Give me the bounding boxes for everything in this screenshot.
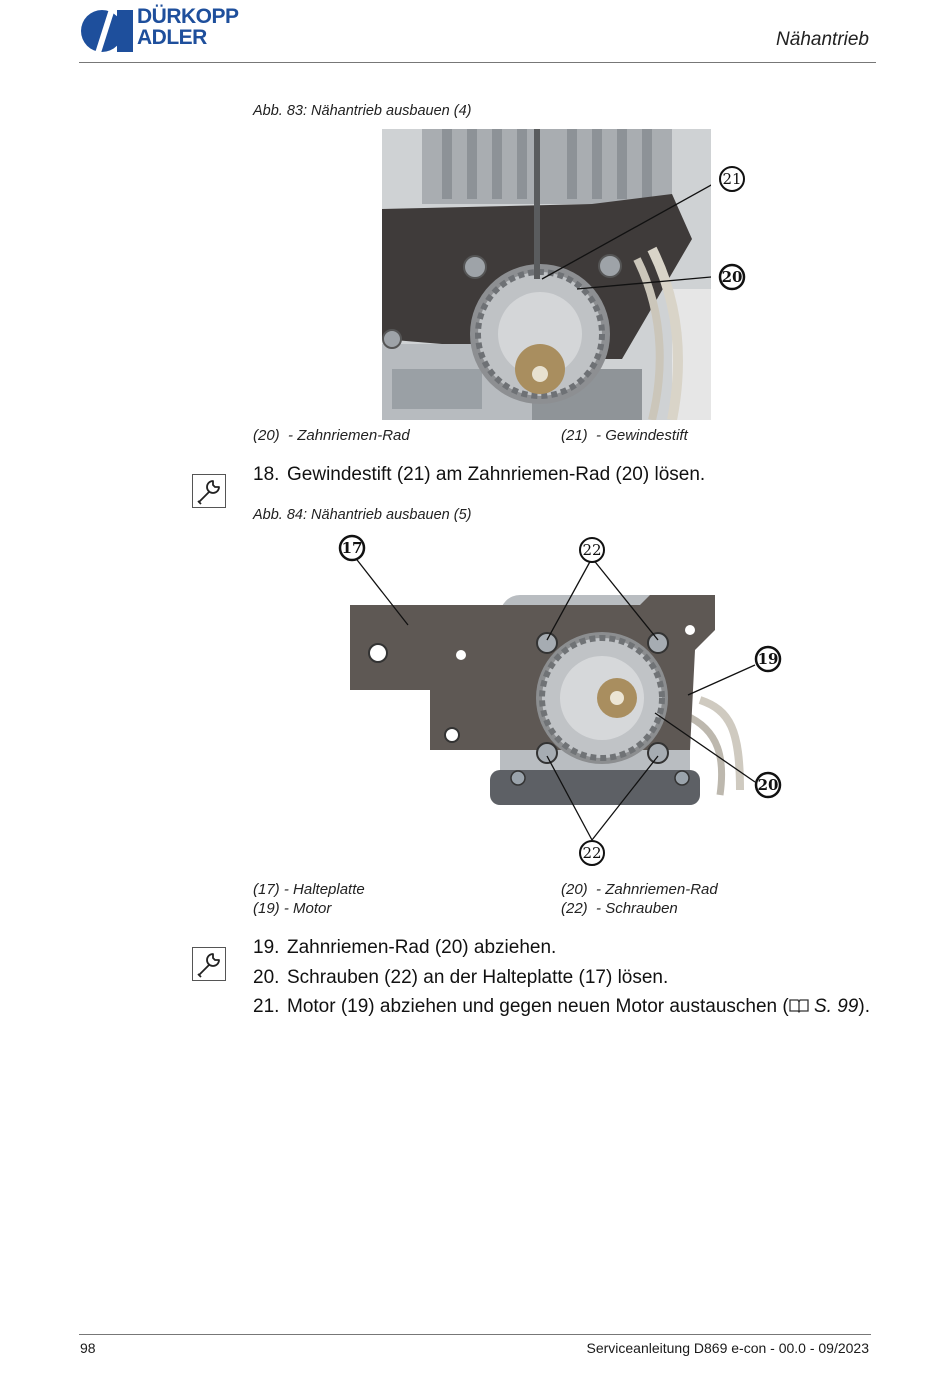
callout-label: 21: [722, 170, 742, 188]
legend-item: [561, 426, 688, 445]
page-number: 98: [80, 1340, 96, 1356]
step-text: Gewindestift (21) am Zahnriemen-Rad (20) lösen.: [287, 464, 706, 485]
legend-text: - Halteplatte: [283, 881, 365, 898]
callout-19-fig84: [754, 645, 782, 673]
tool-indicator: [192, 474, 226, 508]
legend-text: - Schrauben: [596, 900, 678, 917]
callout-label: 20: [757, 776, 779, 794]
wrench-icon: [193, 948, 225, 980]
page-reference-link[interactable]: S. 99: [814, 996, 859, 1017]
step-number: 20.: [253, 967, 280, 988]
legend-item: [253, 880, 365, 899]
step-text: Motor (19) abziehen und gegen neuen Motor austauschen (: [287, 996, 789, 1017]
callout-label: 20: [721, 268, 743, 286]
step-number: 18.: [253, 464, 280, 485]
legend-item: [253, 899, 331, 918]
section-title: Nähantrieb: [776, 29, 869, 50]
step-number: 19.: [253, 937, 280, 958]
legend-num: (17): [253, 881, 280, 898]
brand-name: [137, 6, 239, 48]
legend-item: [561, 880, 718, 899]
step-text: Zahnriemen-Rad (20) abziehen.: [287, 937, 557, 958]
callout-22-top-fig84: [578, 536, 606, 564]
legend-text: - Motor: [283, 900, 332, 917]
callout-label: 22: [582, 541, 602, 559]
legend-item: [561, 899, 678, 918]
callout-21-fig83: [718, 165, 746, 193]
legend-num: (22): [561, 900, 588, 917]
figure-83-photo: [382, 129, 711, 420]
legend-item: [253, 426, 410, 445]
brand-line-2: ADLER: [137, 26, 207, 49]
callout-22-bottom-fig84: [578, 839, 606, 867]
callout-20-fig83: [718, 263, 746, 291]
figure-83-caption: Abb. 83: Nähantrieb ausbauen (4): [253, 103, 472, 119]
figure-84-photo: [330, 530, 790, 870]
step-18: [253, 464, 705, 486]
document-reference: Serviceanleitung D869 e-con - 00.0 - 09/2023: [586, 1340, 869, 1356]
tool-indicator: [192, 947, 226, 981]
callout-20-fig84: [754, 771, 782, 799]
step-19: [253, 937, 556, 959]
step-number: 21.: [253, 996, 280, 1017]
step-21: [253, 996, 870, 1018]
step-text: Schrauben (22) an der Halteplatte (17) lösen.: [287, 967, 669, 988]
brand-line-1: DÜRKOPP: [137, 5, 239, 28]
callout-label: 19: [757, 650, 779, 668]
legend-text: - Zahnriemen-Rad: [596, 881, 718, 898]
step-text-end: ).: [858, 996, 870, 1017]
step-20: [253, 967, 668, 989]
callout-label: 22: [582, 844, 602, 862]
callout-17-fig84: [338, 534, 366, 562]
legend-text: - Gewindestift: [596, 427, 688, 444]
legend-num: (21): [561, 427, 588, 444]
legend-num: (19): [253, 900, 280, 917]
logo-icon: [79, 8, 135, 54]
book-icon: [789, 998, 809, 1013]
legend-text: - Zahnriemen-Rad: [288, 427, 410, 444]
callout-label: 17: [341, 539, 363, 557]
wrench-icon: [193, 475, 225, 507]
figure-84-caption: Abb. 84: Nähantrieb ausbauen (5): [253, 507, 472, 523]
legend-num: (20): [561, 881, 588, 898]
header-divider: [79, 62, 876, 63]
legend-num: (20): [253, 427, 280, 444]
footer-divider: [79, 1334, 871, 1335]
